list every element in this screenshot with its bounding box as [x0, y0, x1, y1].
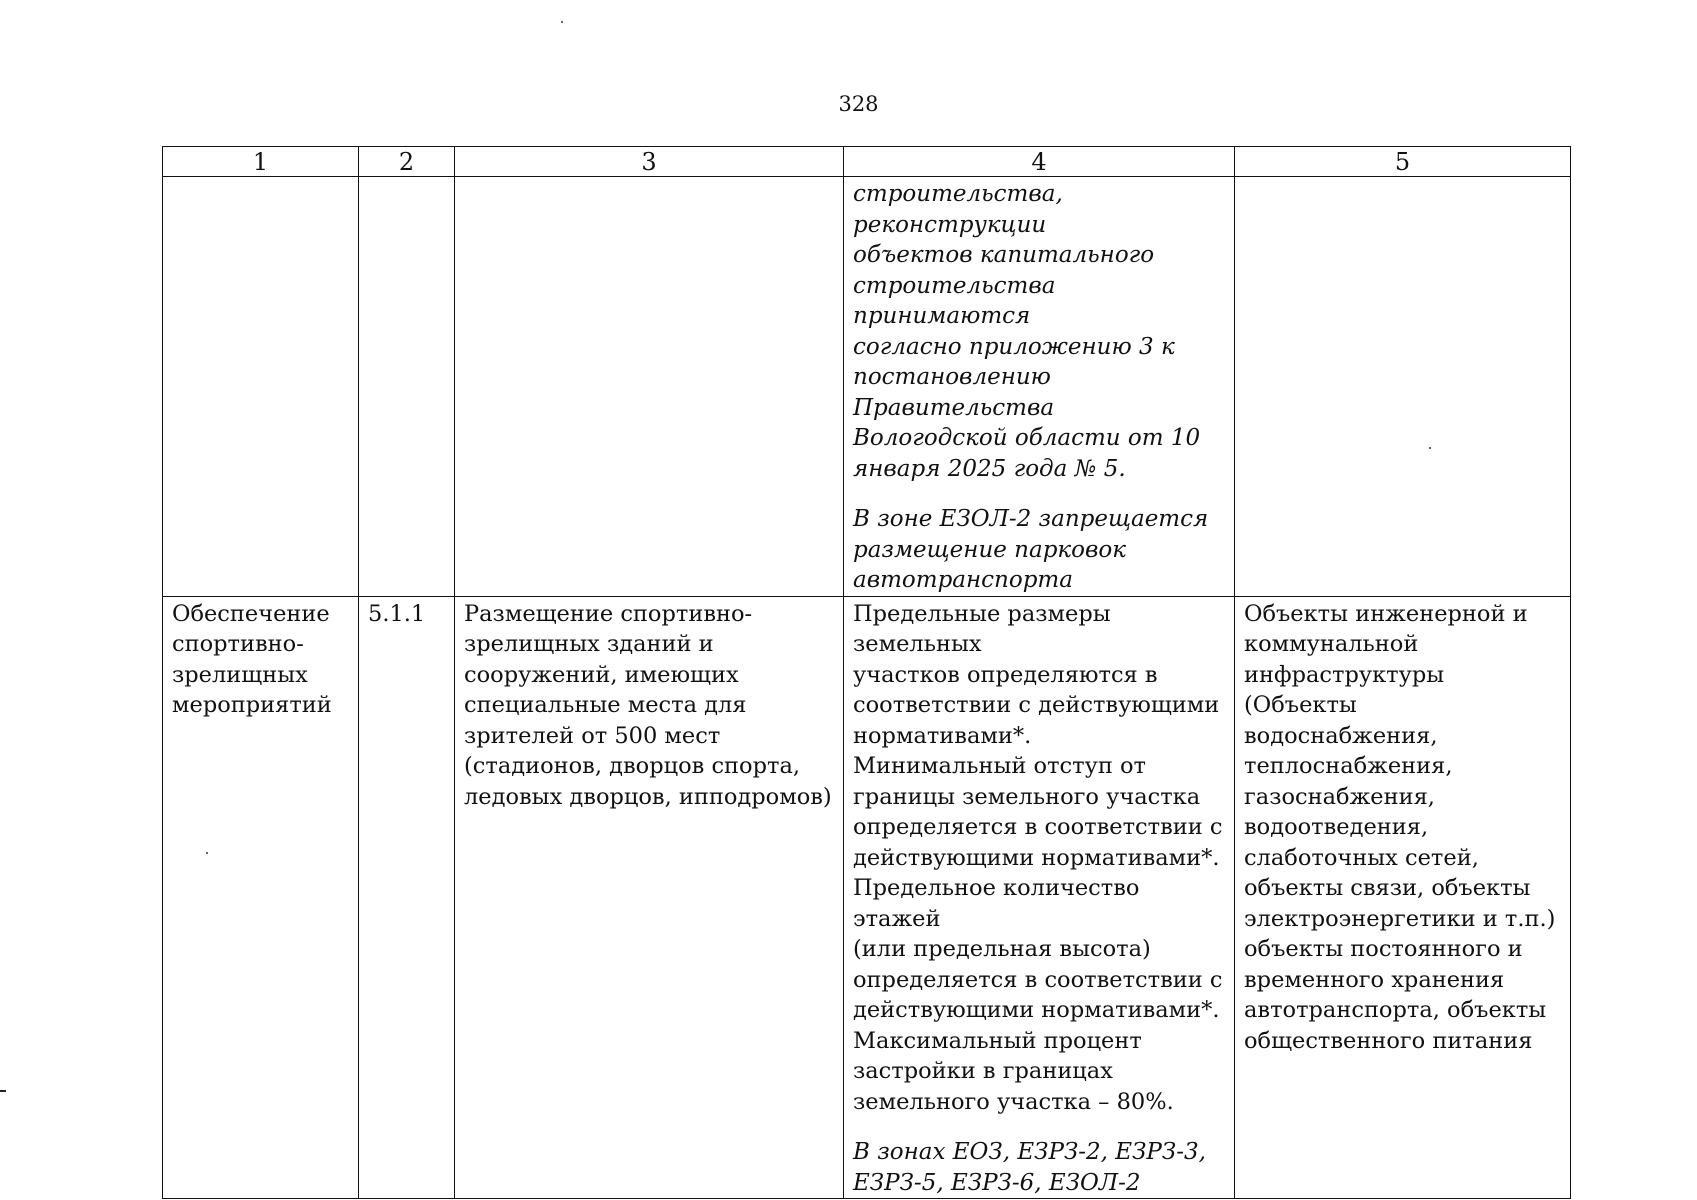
text-line: соответствии с действующими: [853, 692, 1220, 718]
text-line: Предельные размеры земельных: [853, 600, 1111, 657]
text-line: определяется в соответствии с: [853, 966, 1223, 993]
column-header-4: 4: [844, 147, 1235, 177]
row2-col2-cell: [359, 596, 455, 1199]
row2-col1-cell: [163, 596, 359, 1199]
text-line: объекты постоянного и: [1244, 936, 1523, 962]
text-line: общественного питания: [1244, 1027, 1533, 1054]
text-line: зрелищных: [172, 661, 308, 688]
row1-col3-cell: [455, 177, 844, 597]
text-line: ледовых дворцов, ипподромов): [464, 783, 832, 810]
text-line: зрелищных зданий и: [464, 631, 714, 657]
row2-col5-cell: [1235, 596, 1571, 1199]
column-header-5: 5: [1235, 147, 1571, 177]
row1-col4-text: [853, 179, 1225, 596]
text-line: Предельное количество этажей: [853, 875, 1140, 932]
text-line: коммунальной: [1244, 631, 1419, 657]
text-line: января 2025 года № 5.: [853, 455, 1126, 482]
text-line: определяется в соответствии с: [853, 814, 1223, 840]
text-line: газоснабжения,: [1244, 783, 1435, 810]
text-line: объекты связи, объекты: [1244, 875, 1531, 901]
text-line: (или предельная высота): [853, 936, 1151, 962]
text-line: слаботочных сетей,: [1244, 844, 1479, 871]
text-line: строительства, реконструкции: [853, 181, 1063, 238]
text-line: водоотведения,: [1244, 814, 1429, 840]
text-line: специальные места для: [464, 692, 747, 718]
text-line: земельного участка – 80%.: [853, 1088, 1174, 1115]
text-line: водоснабжения,: [1244, 722, 1438, 749]
text-line: автотранспорта, объекты: [1244, 997, 1547, 1023]
text-line: инфраструктуры (Объекты: [1244, 661, 1445, 718]
table-row: [163, 177, 1571, 597]
text-line: теплоснабжения,: [1244, 753, 1453, 779]
text-line: (стадионов, дворцов спорта,: [464, 753, 801, 779]
text-line: нормативами*.: [853, 722, 1032, 749]
table-row: [163, 596, 1571, 1199]
scan-speck: [561, 21, 563, 23]
text-line: границы земельного участка: [853, 783, 1201, 810]
column-header-1: 1: [163, 147, 359, 177]
text-line: размещение парковок: [853, 536, 1126, 563]
page-number: 328: [838, 92, 879, 116]
row1-col4-cell: [844, 177, 1235, 597]
text-line: участков определяются в: [853, 661, 1158, 688]
column-header-3: 3: [455, 147, 844, 177]
text-line: Объекты инженерной и: [1244, 600, 1528, 627]
row2-col4-zone-text: [853, 1137, 1225, 1198]
text-line: сооружений, имеющих: [464, 661, 739, 688]
text-line: действующими нормативами*.: [853, 997, 1220, 1023]
text-line: застройки в границах: [853, 1058, 1113, 1084]
text-line: строительства принимаются: [853, 272, 1056, 329]
text-line: временного хранения: [1244, 966, 1505, 993]
text-line: действующими нормативами*.: [853, 844, 1220, 871]
row1-col1-cell: [163, 177, 359, 597]
text-line: постановлению Правительства: [853, 364, 1055, 421]
row2-col4-cell: [844, 596, 1235, 1199]
row1-col2-cell: [359, 177, 455, 597]
text-line: Размещение спортивно-: [464, 600, 753, 627]
text-line: мероприятий: [172, 692, 332, 718]
column-header-2: 2: [359, 147, 455, 177]
text-line: Максимальный процент: [853, 1027, 1142, 1054]
scan-edge-mark: [0, 1090, 6, 1092]
row2-col3-cell: [455, 596, 844, 1199]
text-line: В зонах ЕОЗ, ЕЗРЗ-2, ЕЗРЗ-3,: [853, 1139, 1206, 1165]
text-line: ЕЗРЗ-5, ЕЗРЗ-6, ЕЗОЛ-2: [853, 1169, 1141, 1196]
text-line: согласно приложению 3 к: [853, 333, 1175, 360]
row1-col5-cell: [1235, 177, 1571, 597]
table-header-row: [163, 147, 1571, 177]
zoning-table: [162, 146, 1571, 1199]
text-line: зрителей от 500 мест: [464, 722, 721, 749]
text-line: Вологодской области от 10: [853, 425, 1201, 451]
text-line: объектов капитального: [853, 242, 1155, 268]
text-line: В зоне ЕЗОЛ-2 запрещается: [853, 506, 1209, 532]
classification-code: 5.1.1: [368, 600, 426, 627]
text-line: электроэнергетики и т.п.): [1244, 905, 1556, 932]
text-line: Обеспечение: [172, 600, 330, 627]
text-line: Минимальный отступ от: [853, 753, 1146, 779]
text-line: спортивно-: [172, 631, 304, 657]
text-line: автотранспорта: [853, 567, 1073, 593]
